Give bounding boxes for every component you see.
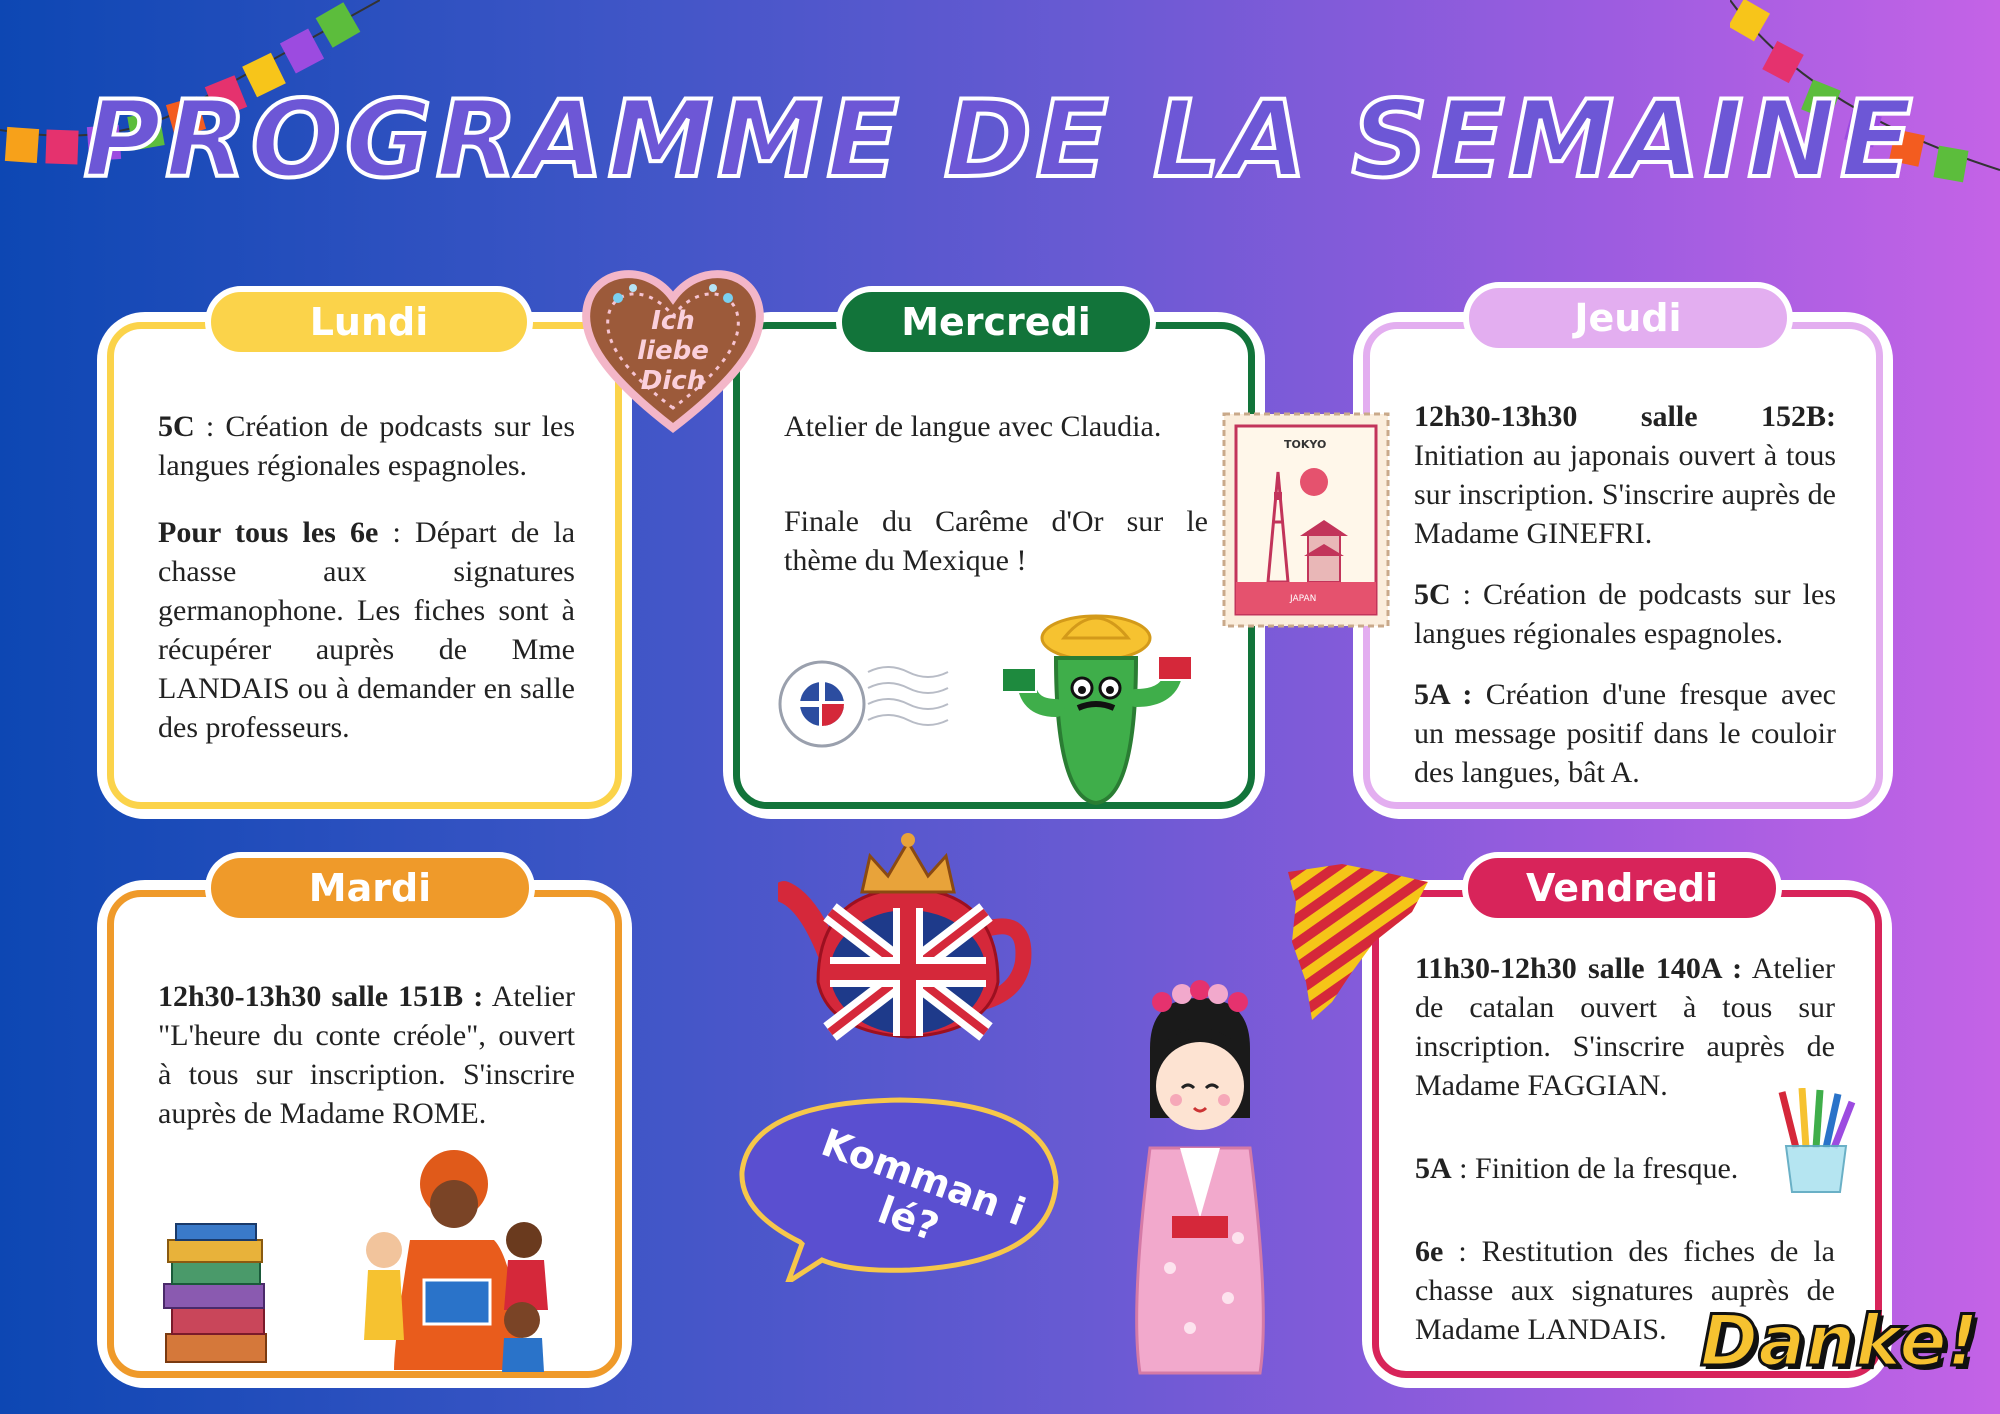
- danke-text: Danke!: [1700, 1300, 1979, 1382]
- vendredi-item: 6e : Restitution des fiches de la chasse aux signatures auprès de Madame LANDAIS.: [1415, 1235, 1835, 1346]
- jeudi-item: 12h30-13h30 salle 152B: Initiation au japonais ouvert à tous sur inscription. S'inscrire auprès de Madame GINEFRI.: [1414, 400, 1836, 550]
- jeudi-item: 5C : Création de podcasts sur les langues régionales espagnoles.: [1414, 578, 1836, 650]
- day-badge-mardi: Mardi: [205, 852, 535, 924]
- vendredi-item: 11h30-12h30 salle 140A : Atelier de catalan ouvert à tous sur inscription. S'inscrire auprès de Madame FAGGIAN.: [1415, 952, 1835, 1102]
- card-lundi: [107, 322, 622, 809]
- jeudi-item: 5A : Création d'une fresque avec un message positif dans le couloir des langues, bât A.: [1414, 678, 1837, 789]
- gingerbread-heart-icon: [578, 258, 768, 438]
- lundi-item: Pour tous les 6e : Départ de la chasse aux signatures germanophone. Les fiches sont à récupérer auprès de Mme LANDAIS ou à demander en salle des professeurs.: [158, 516, 576, 744]
- lundi-item: 5C : Création de podcasts sur les langues régionales espagnoles.: [158, 410, 575, 482]
- vendredi-item: 5A : Finition de la fresque.: [1415, 1152, 1739, 1185]
- mardi-item: 12h30-13h30 salle 151B : Atelier "L'heure du conte créole", ouvert à tous sur inscription. S'inscrire auprès de Madame ROME.: [158, 980, 575, 1130]
- storyteller-icon: [354, 1140, 574, 1376]
- catalonia-flag-map-icon: [1282, 862, 1432, 1022]
- stamp-country-label: JAPAN: [1290, 594, 1317, 604]
- page-title: PROGRAMME DE LA SEMAINE: [83, 78, 1917, 201]
- day-badge-mercredi: Mercredi: [836, 286, 1156, 358]
- tokyo-stamp-icon: [1222, 412, 1390, 628]
- teapot-uk-icon: [778, 832, 1038, 1062]
- speech-bubble-text: Komman i lé?: [815, 1120, 1032, 1250]
- speech-bubble: [730, 1092, 1070, 1282]
- day-badge-lundi: Lundi: [205, 286, 533, 358]
- japanese-doll-icon: [1110, 978, 1290, 1388]
- stamp-city-label: TOKYO: [1284, 438, 1327, 451]
- day-badge-jeudi: Jeudi: [1463, 282, 1793, 354]
- mercredi-item: Atelier de langue avec Claudia.: [784, 410, 1162, 443]
- cactus-icon: [996, 598, 1226, 808]
- card-jeudi: [1363, 322, 1883, 809]
- mercredi-item: Finale du Carême d'Or sur le thème du Mexique !: [784, 505, 1208, 577]
- heart-text: Ich liebe Dich: [637, 306, 709, 396]
- pencil-cup-icon: [1776, 1088, 1856, 1194]
- books-stack-icon: [156, 1222, 276, 1367]
- day-badge-vendredi: Vendredi: [1462, 852, 1782, 924]
- postmark-icon: [778, 632, 958, 772]
